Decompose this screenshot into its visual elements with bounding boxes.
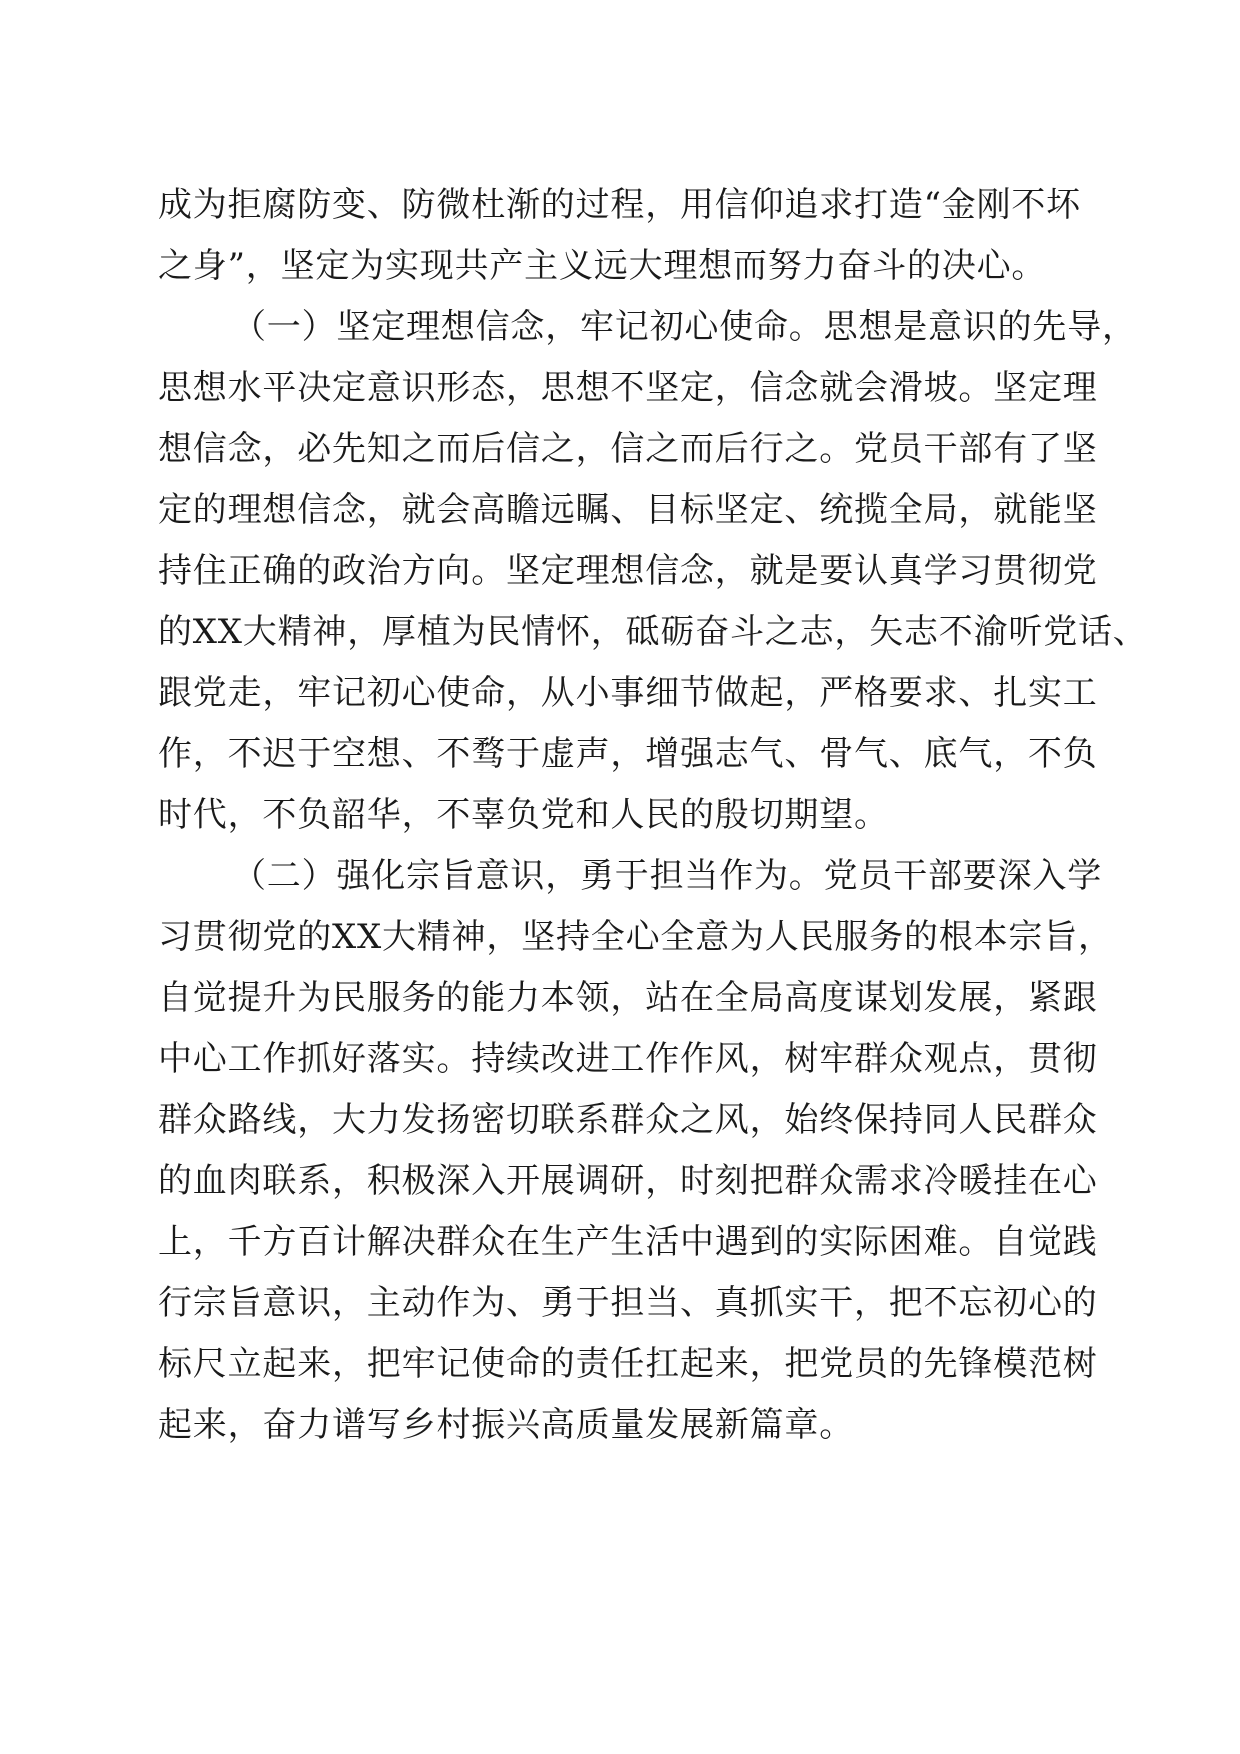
text-line: 的XX大精神，厚植为民情怀，砥砺奋斗之志，矢志不渝听党话、 (158, 612, 1148, 652)
text-line: 定的理想信念，就会高瞻远瞩、目标坚定、统揽全局，就能坚 (158, 490, 1098, 530)
text-line: 跟党走，牢记初心使命，从小事细节做起，严格要求、扎实工 (158, 673, 1098, 713)
text-line: 起来，奋力谱写乡村振兴高质量发展新篇章。 (158, 1405, 854, 1445)
text-line: 习贯彻党的XX大精神，坚持全心全意为人民服务的根本宗旨， (158, 917, 1113, 957)
text-line: 行宗旨意识，主动作为、勇于担当、真抓实干，把不忘初心的 (158, 1283, 1098, 1323)
section-heading-line: （二）强化宗旨意识，勇于担当作为。党员干部要深入学 (232, 856, 1102, 896)
text-line: 中心工作抓好落实。持续改进工作作风，树牢群众观点，贯彻 (158, 1039, 1098, 1079)
text-line: 作，不迟于空想、不骛于虚声，增强志气、骨气、底气，不负 (158, 734, 1098, 774)
text-line: 群众路线，大力发扬密切联系群众之风，始终保持同人民群众 (158, 1100, 1098, 1140)
text-line: 想信念，必先知之而后信之，信之而后行之。党员干部有了坚 (158, 429, 1098, 469)
text-line: 之身”，坚定为实现共产主义远大理想而努力奋斗的决心。 (158, 246, 1047, 286)
body-text (158, 175, 1148, 1456)
section-heading-line: （一）坚定理想信念，牢记初心使命。思想是意识的先导， (232, 307, 1137, 347)
text-line: 的血肉联系，积极深入开展调研，时刻把群众需求冷暖挂在心 (158, 1161, 1098, 1201)
text-line: 持住正确的政治方向。坚定理想信念，就是要认真学习贯彻党 (158, 551, 1098, 591)
text-line: 标尺立起来，把牢记使命的责任扛起来，把党员的先锋模范树 (158, 1344, 1098, 1384)
text-line: 成为拒腐防变、防微杜渐的过程，用信仰追求打造“金刚不坏 (158, 185, 1081, 225)
text-line: 思想水平决定意识形态，思想不坚定，信念就会滑坡。坚定理 (158, 368, 1098, 408)
text-line: 上，千方百计解决群众在生产生活中遇到的实际困难。自觉践 (158, 1222, 1098, 1262)
text-line: 自觉提升为民服务的能力本领，站在全局高度谋划发展，紧跟 (158, 978, 1098, 1018)
text-line: 时代，不负韶华，不辜负党和人民的殷切期望。 (158, 795, 889, 835)
